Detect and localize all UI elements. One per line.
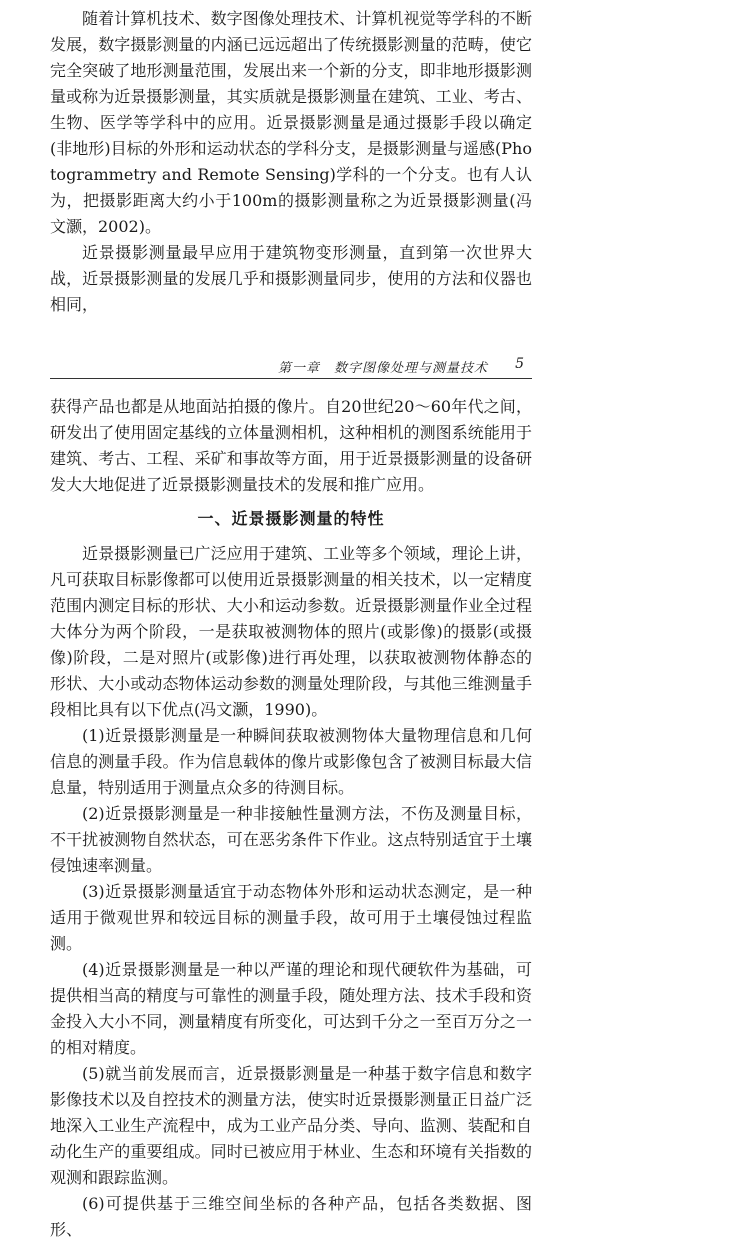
page-body: [50, 394, 532, 1243]
chapter-title: 第一章 数字图像处理与测量技术: [277, 361, 488, 376]
running-header: [50, 356, 532, 379]
list-item: (2)近景摄影测量是一种非接触性量测方法，不伤及测量目标，不干扰被测物自然状态，可在恶劣条件下作业。这点特别适宜于土壤侵蚀速率测量。: [50, 804, 532, 875]
list-item: (6)可提供基于三维空间坐标的各种产品，包括各类数据、图形、: [50, 1194, 532, 1239]
paragraph: 随着计算机技术、数字图像处理技术、计算机视觉等学科的不断发展，数字摄影测量的内涵已远远超出了传统摄影测量的范畴，使它完全突破了地形测量范围，发展出来一个新的分支，即非地形摄影测量或称为近景摄影测量，其实质就是摄影测量在建筑、工业、考古、生物、医学等学科中的应用。近景摄影测量是通过摄影手段以确定(非地形)目标的外形和运动状态的学科分支，是摄影测量与遥感(Photogrammetry and Remote Sensing)学科的一个分支。也有人认为，把摄影距离大约小于100m的摄影测量称之为近景摄影测量(冯文灏，2002)。: [50, 9, 532, 236]
section-heading: 一、近景摄影测量的特性: [197, 509, 385, 528]
paragraph-continued: 获得产品也都是从地面站拍摄的像片。自20世纪20～60年代之间，研发出了使用固定基线的立体量测相机，这种相机的测图系统能用于建筑、考古、工程、采矿和事故等方面，用于近景摄影测量的设备研发大大地促进了近景摄影测量技术的发展和推广应用。: [50, 397, 532, 494]
list-item: (1)近景摄影测量是一种瞬间获取被测物体大量物理信息和几何信息的测量手段。作为信息载体的像片或影像包含了被测目标最大信息量，特别适用于测量点众多的待测目标。: [50, 726, 532, 797]
previous-page-text: [50, 6, 532, 318]
list-item: (4)近景摄影测量是一种以严谨的理论和现代硬软件为基础，可提供相当高的精度与可靠性的测量手段，随处理方法、技术手段和资金投入大小不同，测量精度有所变化，可达到千分之一至百万分之一的相对精度。: [50, 960, 532, 1057]
paragraph: 近景摄影测量最早应用于建筑物变形测量，直到第一次世界大战，近景摄影测量的发展几乎和摄影测量同步，使用的方法和仪器也相同，: [50, 243, 532, 314]
paragraph: 近景摄影测量已广泛应用于建筑、工业等多个领域，理论上讲，凡可获取目标影像都可以使用近景摄影测量的相关技术，以一定精度范围内测定目标的形状、大小和运动参数。近景摄影测量作业全过程大体分为两个阶段，一是获取被测物体的照片(或影像)的摄影(或摄像)阶段，二是对照片(或影像)进行再处理，以获取被测物体静态的形状、大小或动态物体运动参数的测量处理阶段，与其他三维测量手段相比具有以下优点(冯文灏，1990)。: [50, 544, 532, 719]
page-number: 5: [515, 356, 524, 372]
list-item: (3)近景摄影测量适宜于动态物体外形和运动状态测定，是一种适用于微观世界和较远目标的测量手段，故可用于土壤侵蚀过程监测。: [50, 882, 532, 953]
list-item: (5)就当前发展而言，近景摄影测量是一种基于数字信息和数字影像技术以及自控技术的测量方法，使实时近景摄影测量正日益广泛地深入工业生产流程中，成为工业产品分类、导向、监测、装配和自动化生产的重要组成。同时已被应用于林业、生态和环境有关指数的观测和跟踪监测。: [50, 1064, 532, 1187]
